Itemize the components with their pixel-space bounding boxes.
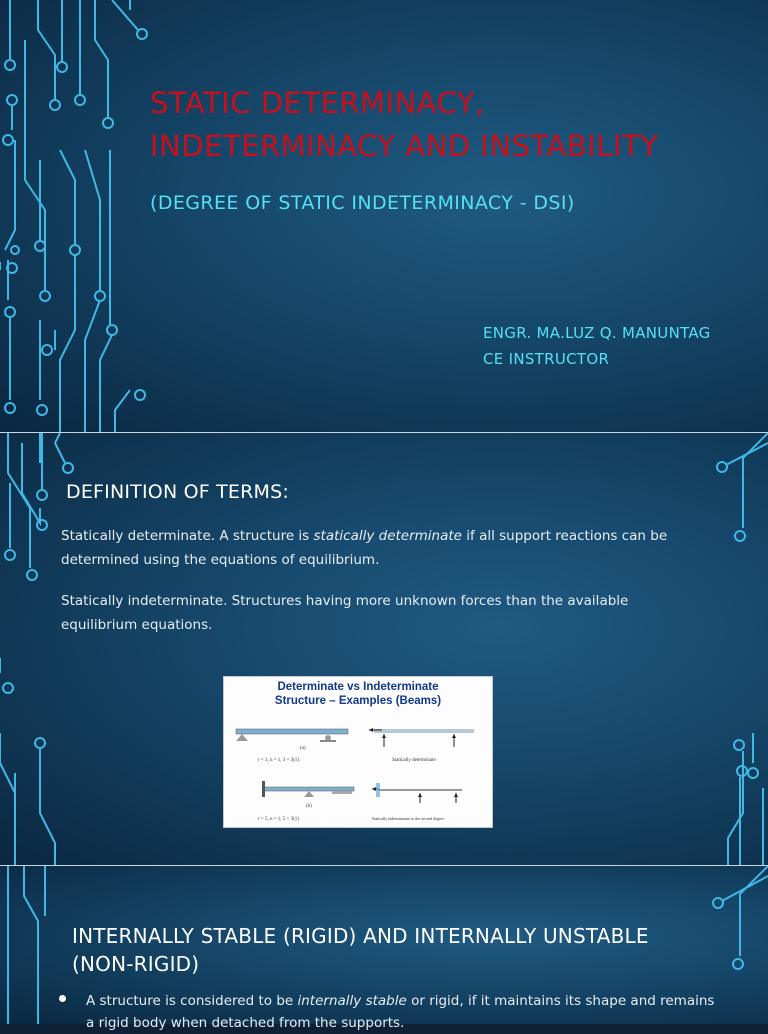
equation-a: r = 3, n = 1, 3 = 3(1) [258,758,299,763]
author-role: CE INSTRUCTOR [483,350,610,368]
circuit-decoration-right-mid [738,733,768,793]
presentation-title [150,82,750,168]
definition-determinate: Statically determinate. A structure is statically determinate if all support reactions can be determined using the equations of equilibrium. [61,528,668,568]
presentation-subtitle: (DEGREE OF STATIC INDETERMINACY - DSI) [150,192,575,214]
slide-title [0,0,768,432]
stability-bullet: A structure is considered to be internally stable or rigid, if it maintains its shape and remains a rigid body when detached from the supports. [86,993,715,1031]
section-title-definitions: DEFINITION OF TERMS: [66,481,289,503]
beam-examples-figure [223,676,493,828]
circuit-decoration-right [698,433,768,865]
label-a: (a) [300,746,306,751]
title-line-2: INDETERMINACY AND INSTABILITY [150,129,659,163]
section-title-stability: INTERNALLY STABLE (RIGID) AND INTERNALLY UNSTABLE (NON-RIGID) [72,924,649,976]
circuit-decoration-left [0,866,60,1024]
caption-a: Statically determinate [392,758,436,763]
figure-title: Determinate vs Indeterminate Structure – Examples (Beams) [274,681,442,707]
bullet-icon [59,995,66,1002]
definition-indeterminate: Statically indeterminate. Structures having more unknown forces than the available equilibrium equations. [61,593,629,633]
author-block [483,320,711,372]
beam-diagrams [224,677,492,827]
equation-b: r = 5, n = 1, 5 > 3(1) [258,817,299,822]
circuit-decoration-left [0,0,200,432]
title-line-1: STATIC DETERMINACY, [150,86,485,120]
label-b: (b) [306,804,312,809]
caption-b: Statically indeterminate to the second degree [372,816,444,821]
author-name: ENGR. MA.LUZ Q. MANUNTAG [483,324,711,342]
